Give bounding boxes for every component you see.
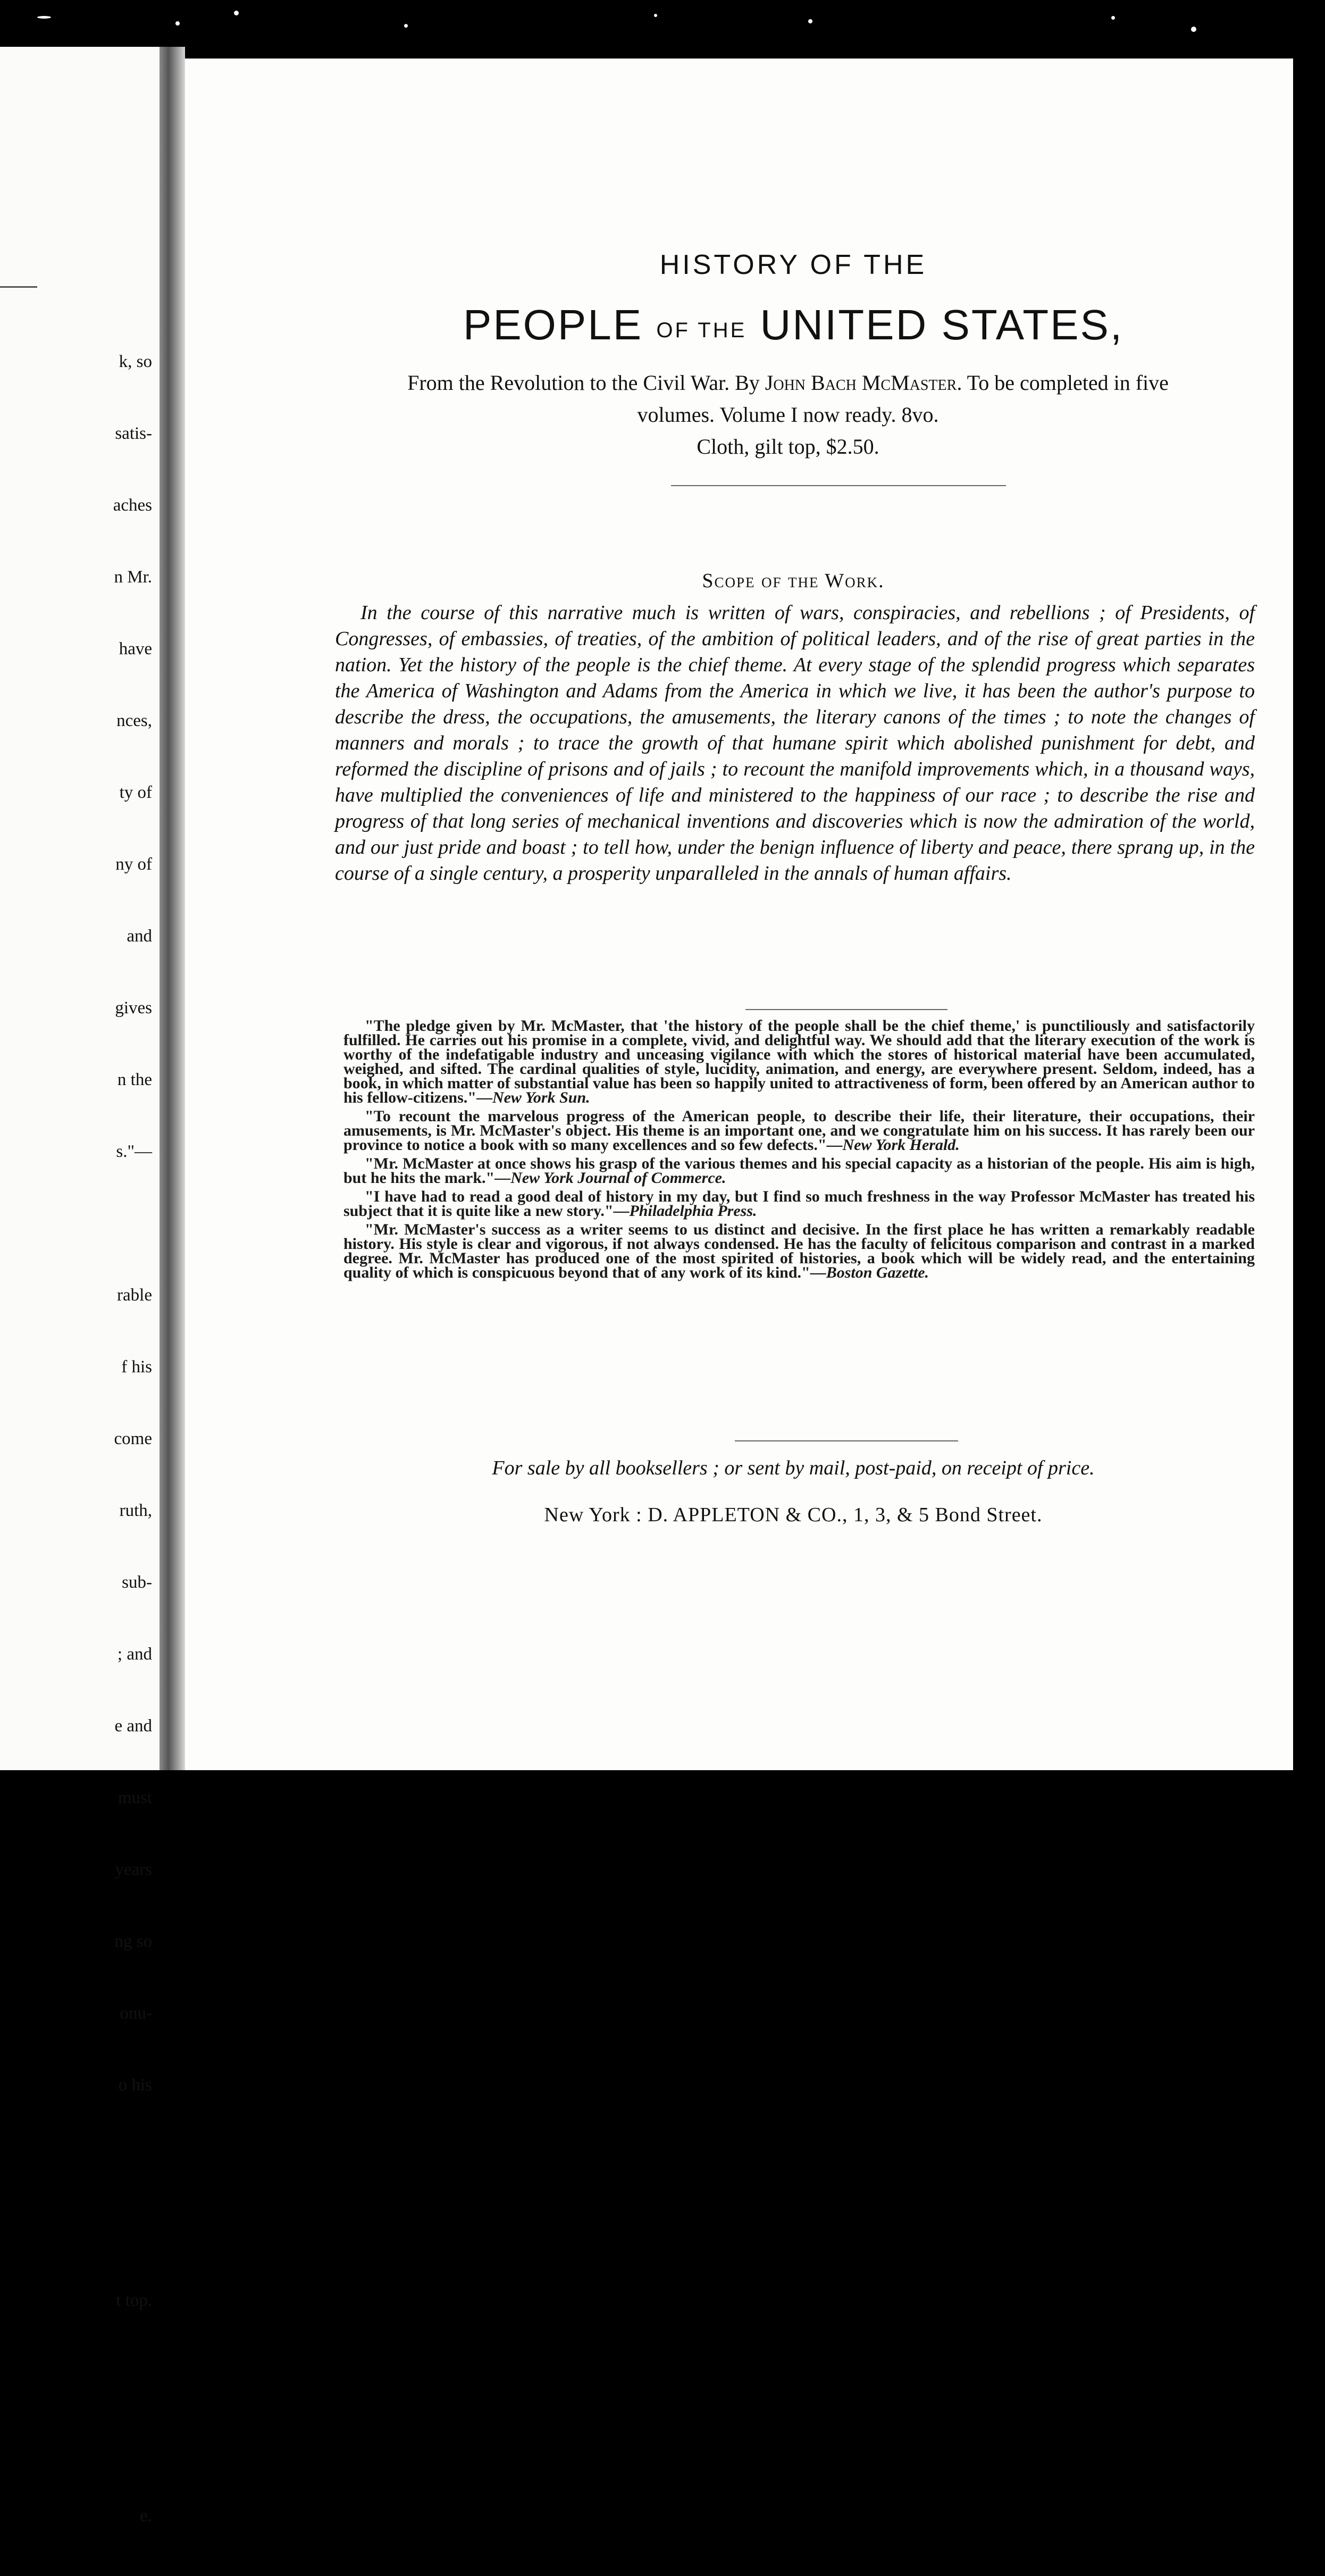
facing-page-line: ; and	[117, 1645, 152, 1664]
title-line-1: HISTORY OF THE	[659, 249, 927, 280]
review-text: "Mr. McMaster's success as a writer seems to us distinct and decisive. In the first place he has written a remarkably readable history. His style is clear and vigorous, if not always condensed. He has the faculty of felicitous comparison and contrast in a marked degree. Mr. McMaster has produced one of the most spirited of histories, a book which will be widely read, and the entertaining quality of which is conspicuous beyond that of any work of its kind."—	[343, 1221, 1255, 1281]
facing-page-line: and	[127, 927, 152, 946]
scan-speck	[654, 14, 657, 17]
divider	[735, 1440, 958, 1441]
facing-page-line	[14, 1212, 152, 1236]
facing-page-line	[14, 2361, 152, 2385]
review-quote	[343, 1109, 1255, 1152]
facing-page-line: onu-	[120, 2004, 152, 2023]
facing-page-line: k, so	[119, 352, 152, 371]
book-gutter	[160, 47, 185, 1770]
facing-page-line	[14, 2217, 152, 2241]
facing-page-line: come	[114, 1429, 152, 1448]
facing-page-line: aches	[113, 496, 152, 515]
facing-page-line: e.	[140, 2506, 152, 2525]
facing-page-line: n Mr.	[114, 568, 152, 587]
divider	[671, 485, 1006, 486]
advertisement-page	[185, 59, 1293, 1770]
press-reviews	[343, 1019, 1255, 1284]
review-source: Philadelphia Press.	[629, 1202, 757, 1220]
scan-speck	[175, 21, 180, 26]
review-source: New York Sun.	[492, 1089, 590, 1106]
description-text: From the Revolution to the Civil War. By	[407, 371, 765, 395]
facing-page-line: n the	[117, 1070, 152, 1089]
facing-page-rule	[0, 286, 37, 288]
review-quote	[343, 1156, 1255, 1185]
price-text: Cloth, gilt top, $2.50.	[697, 435, 879, 458]
title-people: PEOPLE	[463, 301, 643, 348]
review-source: Boston Gazette.	[826, 1264, 929, 1281]
scan-speck	[1191, 27, 1196, 32]
review-source: New York Journal of Commerce.	[510, 1169, 726, 1187]
facing-page-line	[14, 2432, 152, 2456]
facing-page-line: sub-	[122, 1573, 152, 1592]
facing-page-line: e and	[114, 1716, 152, 1736]
scan-speck	[37, 16, 51, 19]
review-text: "I have had to read a good deal of history in my day, but I find so much freshness in the way Professor McMaster has treated his subject that it is quite like a new story."—	[343, 1188, 1255, 1220]
scan-speck	[1111, 16, 1115, 20]
scan-speck	[808, 19, 812, 23]
facing-page-line: years	[115, 1860, 152, 1879]
review-quote	[343, 1222, 1255, 1280]
scan-noise	[0, 0, 1325, 48]
facing-page-line: ruth,	[119, 1501, 152, 1520]
book-description	[373, 367, 1203, 463]
facing-page-line: gives	[115, 998, 152, 1018]
review-quote	[343, 1189, 1255, 1218]
facing-page-line: ng so	[114, 1932, 152, 1951]
facing-page-line: have	[119, 639, 152, 658]
title-of-the: OF THE	[656, 319, 747, 342]
publisher-imprint: New York : D. APPLETON & CO., 1, 3, & 5 Bond Street.	[544, 1504, 1043, 1526]
title-united-states: UNITED STATES,	[760, 301, 1124, 348]
facing-page-line: ty of	[119, 783, 152, 802]
facing-page-line: s."—	[116, 1142, 152, 1161]
scan-speck	[404, 24, 408, 28]
facing-page-line: satis-	[115, 424, 152, 443]
review-source: New York Herald.	[842, 1136, 960, 1154]
divider	[745, 1009, 947, 1010]
facing-page-line: f his	[121, 1357, 152, 1377]
facing-page-text	[14, 302, 152, 2576]
description-text: . To be completed in five volumes. Volume I now ready. 8vo.	[637, 371, 1169, 427]
facing-page-line: rable	[117, 1286, 152, 1305]
scan-speck	[234, 11, 239, 15]
review-quote	[343, 1019, 1255, 1105]
review-text: "The pledge given by Mr. McMaster, that 'the history of the people shall be the chief theme,' is punctiliously and satisfactorily fulfilled. He carries out his promise in a complete, vivid, and delightful way. We should add that the literary execution of the work is worthy of the indefatigable industry and unceasing vigilance with which the stores of historical material have been accumulated, weighed, and sifted. The cardinal qualities of style, lucidity, animation, and energy, are everywhere present. Seldom, indeed, has a book, in which matter of substantial value has been so happily united to attractiveness of form, been offered by an American author to his fellow-citizens."—	[343, 1017, 1255, 1106]
sale-notice: For sale by all booksellers ; or sent by mail, post-paid, on receipt of price.	[492, 1457, 1095, 1479]
scope-heading: Scope of the Work.	[702, 570, 885, 592]
facing-page-line: nces,	[116, 711, 152, 730]
review-text: "To recount the marvelous progress of the American people, to describe their life, their literature, their occupations, their amusements, is Mr. McMaster's object. His theme is an important one, and we congratulate him on his success. It has rarely been our province to notice a book with so many excellences and so few defects."—	[343, 1107, 1255, 1154]
review-text: "Mr. McMaster at once shows his grasp of the various themes and his special capacity as a historian of the people. His aim is high, but he hits the mark."—	[343, 1155, 1255, 1187]
title-line-2	[331, 301, 1256, 349]
scope-paragraph: In the course of this narrative much is written of wars, conspiracies, and rebellions ; of Presidents, of Congresses, of embassies, of treaties, of the ambition of political leaders, and of the rise of great parties in the nation. Yet the history of the people is the chief theme. At every stage of the splendid progress which separates the America of Washington and Adams from the America in which we live, it has been the author's purpose to describe the dress, the occupations, the amusements, the literary canons of the times ; to note the changes of manners and morals ; to trace the growth of that humane spirit which abolished punishment for debt, and reformed the discipline of prisons and of jails ; to recount the manifold improvements which, in a thousand ways, have multiplied the conveniences of life and ministered to the happiness of our race ; to describe the rise and progress of that long series of mechanical inventions and discoveries which is now the admiration of the world, and our just pride and boast ; to tell how, under the benign influence of liberty and peace, there sprang up, in the course of a single century, a prosperity unparalleled in the annals of human affairs.	[335, 602, 1255, 885]
facing-page-line: o his	[118, 2075, 152, 2095]
facing-page-line: must	[118, 1788, 152, 1807]
facing-page-line	[14, 2145, 152, 2169]
facing-page-line: ny of	[115, 855, 152, 874]
facing-page-fragment	[0, 47, 160, 2525]
author-name: John Bach McMaster	[765, 371, 957, 395]
facing-page-line: t top.	[116, 2291, 152, 2310]
